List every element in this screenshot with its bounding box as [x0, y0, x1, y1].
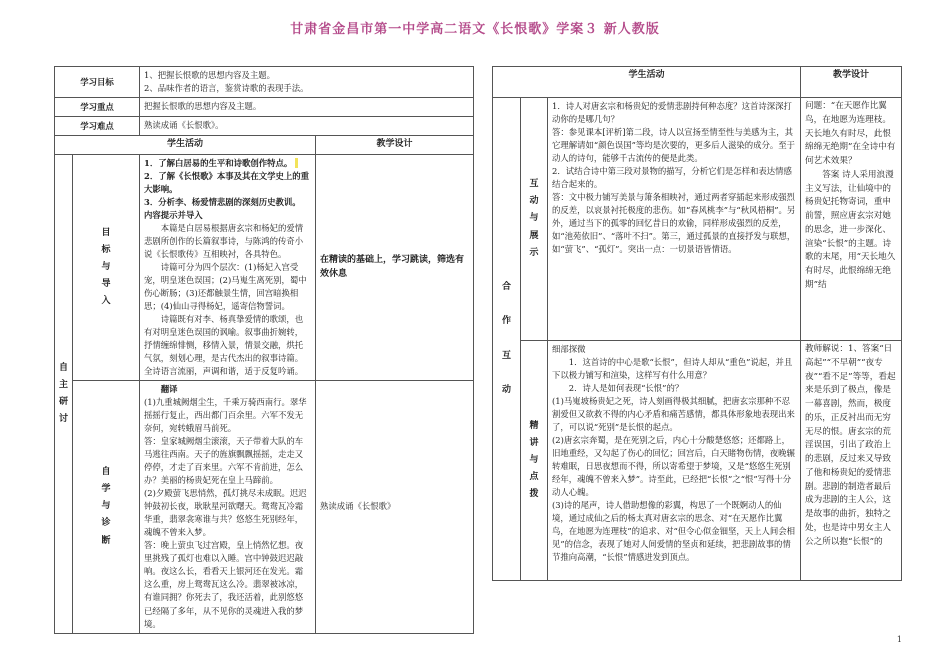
- self-paragraph: (2)夕殿萤飞思悄然，孤灯挑尽未成眠。迟迟钟鼓初长夜，耿耿星河欲曙天。鸳鸯瓦冷霜华重，翡翠衾寒谁与共？悠悠生死别经年，魂魄不曾来入梦。: [144, 488, 307, 538]
- section-label-self-diagnosis: [73, 381, 140, 633]
- column-header-activity: 学生活动: [55, 136, 316, 155]
- self-paragraph: 答：皇家城阙烟尘滚滚，天子带着大队的车马逃往西南。天子的旌旗飘飘摇摇，走走又停停，才走了百来里。六军不肯前进，怎么办？美丽的杨贵妃死在皇上马蹄前。: [144, 436, 304, 486]
- intro-point: 1．了解白居易的生平和诗歌创作特点。: [144, 157, 311, 170]
- detail-paragraph: (2)唐玄宗奔蜀，是在死别之后，内心十分酸楚悠悠；还都路上，旧地重经，又勾起了伤心的回忆；回宫后，白天睹物伤情，夜晚辗转难眠，日思夜想而不得，所以寄希望于梦境，又是“悠悠生死别经年，魂魄不曾来入梦”。诗至此，已经把“长恨”之“恨”写得十分动人心魄。: [552, 435, 795, 498]
- page-number: 1: [896, 634, 902, 644]
- self-title: 翻译: [160, 384, 178, 395]
- intro-content: [140, 154, 316, 380]
- goal-line: 2、品味作者的语言，鉴赏诗歌的表现手法。: [144, 83, 309, 94]
- self-content: [140, 381, 316, 633]
- detail-paragraph: (3)诗的尾声，诗人借助想像的彩翼，构思了一个既婀动人的仙境，通过成仙之后的杨太真对唐玄宗的思念、对“在天愿作比翼鸟，在地愿为连理枝”的追求、对“但令心似金钿坚，天上人间会相见”的信念，表现了她对人间爱情的坚贞和延续，把悲剧故事的情节推向高潮，“长恨”情感进发到顶点。: [552, 500, 796, 563]
- difficulty-content: 熟读成诵《长恨歌》。: [140, 117, 474, 136]
- self-paragraph: 答：晚上萤虫飞过宫殿，皇上悄然忆想。夜里挑残了孤灯也难以入睡。宫中钟鼓迟迟敲响。夜这么长，看看天上银河还在发光。霜这么重，房上鸳鸯瓦这么冷。翡翠被冰凉，有谁同拥？你死去了，我还活着，此别悠悠已经隔了多年，从不见你的灵魂进入我的梦境。: [144, 540, 304, 629]
- interaction-label: 互 动 与 展 示: [529, 179, 539, 258]
- self-design: 熟读成诵《长恨歌》: [316, 381, 474, 633]
- intro-paragraph: 诗篇可分为四个层次：(1)杨妃入宫受宠，明皇迷色误国；(2)马嵬生离死别，蜀中伤心断肠；(3)还都触景生情，回宫暗换相思；(4)仙山寻得杨妃，遥寄信物誓词。: [144, 262, 307, 312]
- section-label-cooperation: [493, 98, 521, 581]
- intro-point: 3．分析李、杨爱情悲剧的深刻历史教训。: [144, 197, 301, 208]
- column-header-design: 教学设计: [316, 136, 474, 155]
- intro-point: 2．了解《长恨歌》本事及其在文学史上的重大影响。: [144, 170, 309, 194]
- interaction-design-paragraph: 问题：“在天愿作比翼鸟，在地愿为连理枝。天长地久有时尽，此恨绵绵无绝期”在全诗中有何艺术效果？: [805, 101, 896, 166]
- intro-paragraph: 诗篇既有对李、杨真挚爱情的歌颂，也有对明皇迷色误国的讽喻。叙事曲折婉转，抒情缠绵悱恻，移情入景，情景交融，烘托气氛，刻划心理，是古代杰出的叙事诗篇。全诗语言流丽，声调和谐，适于反复吟诵。: [144, 314, 304, 377]
- intro-subheading: 内容提示并导入: [144, 210, 203, 221]
- key-content: 把握长恨歌的思想内容及主题。: [140, 98, 474, 117]
- detail-paragraph: (1)马嵬坡杨贵妃之死，诗人刻画得极其细腻，把唐玄宗那种不忍割爱但又欲救不得的内心矛盾和痛苦感情，都具体形象地表现出来了，可以说“死别”是长恨的起点。: [552, 396, 795, 433]
- section-label-self-study: [55, 154, 73, 633]
- interaction-design: [801, 98, 902, 341]
- intro-design: 在精读的基础上，学习跳读，筛选有效休息: [316, 154, 474, 380]
- column-header-activity: 学生活动: [493, 67, 801, 98]
- self-paragraph: (1)九重城阙烟尘生，千乘万骑西南行。翠华摇摇行复止，西出都门百余里。六军不发无奈何，宛转蛾眉马前死。: [144, 397, 307, 434]
- intro-paragraph: 本篇是白居易根据唐玄宗和杨妃的爱情悲剧所创作的长篇叙事诗，与陈鸿的传奇小说《长恨歌传》互相映衬，各具特色。: [144, 223, 304, 260]
- group-label: 合 作 互 动: [501, 282, 511, 395]
- detail-paragraph: 2．诗人是如何表现“长恨”的？: [568, 383, 684, 394]
- self-label: 自 学 与 诊 断: [101, 467, 111, 546]
- goals-content: [140, 67, 474, 98]
- section-label-detail: [521, 341, 548, 581]
- detail-label: 精 讲 与 点 拨: [529, 420, 539, 500]
- goals-label: 学习目标: [55, 67, 140, 98]
- detail-title: 细部探微: [552, 344, 586, 354]
- section-label-interaction: [521, 98, 548, 341]
- column-header-design: 教学设计: [801, 67, 902, 98]
- page-title: 甘肃省金昌市第一中学高二语文《长恨歌》学案３ 新人教版: [290, 22, 660, 37]
- detail-paragraph: 1．这首诗的中心是歌“长恨”，但诗人却从“重色”说起，并且下以极力铺写和渲染，这样写有什么用意？: [552, 357, 793, 381]
- interaction-content: [548, 98, 801, 341]
- right-study-table: [492, 66, 902, 581]
- interaction-paragraph: 2．试结合诗中第三段对景物的描写，分析它们是怎样和表达情感结合起来的。: [552, 166, 792, 190]
- goal-line: 1、把握长恨歌的思想内容及主题。: [144, 70, 275, 80]
- group-label: 自 主 研 讨: [59, 362, 69, 424]
- intro-label: 目 标 与 导 入: [101, 227, 111, 307]
- left-study-table: [54, 66, 474, 634]
- interaction-paragraph: 1．诗人对唐玄宗和杨贵妃的爱情悲剧持何种态度？这首诗深深打动你的是哪几句？: [552, 101, 792, 125]
- detail-content: [548, 341, 801, 581]
- interaction-paragraph: 答：文中极力铺写美景与箫条相映衬，通过两者穿插起来形成强烈的反差，以哀景衬托极度的悲伤。如“春风桃李”与“秋风梧桐”。另外，通过当下的孤零的回忆昔日的欢偷，同样形成强烈的反差，如“池苑依旧”、“落叶不扫”。第三，通过孤景的直接抒发与联想，如“萤飞”、“孤灯”。突出一点：一切景语皆情语。: [552, 192, 796, 255]
- key-label: 学习重点: [55, 98, 140, 117]
- interaction-paragraph: 答：参见课本[评析]第二段，诗人以宣扬至情至性与美感为主，其它理解请如“颜色误国”等均是次要的，更多后人滋染的成分。至于动人的诗句，能够千古流传的便是此类。: [552, 127, 796, 164]
- difficulty-label: 学习难点: [55, 117, 140, 136]
- interaction-design-paragraph: 答案 诗人采用浪漫主义写法，让仙境中的杨贵妃托物寄词，重申前誓，照应唐玄宗对她的思念，进一步深化、渲染“长恨”的主题。诗歌的末尾，用“天长地久有时尽，此恨绵绵无绝期”结: [805, 169, 896, 290]
- section-label-intro: [73, 154, 140, 380]
- detail-design: 教师解说：1、答案“日高起”“不早朝”“夜专夜”“看不足”等等，看起来是乐到了极点，像是一幕喜剧，然而，极度的乐，正反衬出而无穷无尽的恨。唐玄宗的荒淫误国，引出了政治上的悲剧，反过来又导致了他和杨贵妃的爱情悲剧。悲剧的制造者最后成为悲剧的主人公，这是故事的曲折，独特之处，也是诗中男女主人公之所以抱“长恨”的: [801, 341, 902, 581]
